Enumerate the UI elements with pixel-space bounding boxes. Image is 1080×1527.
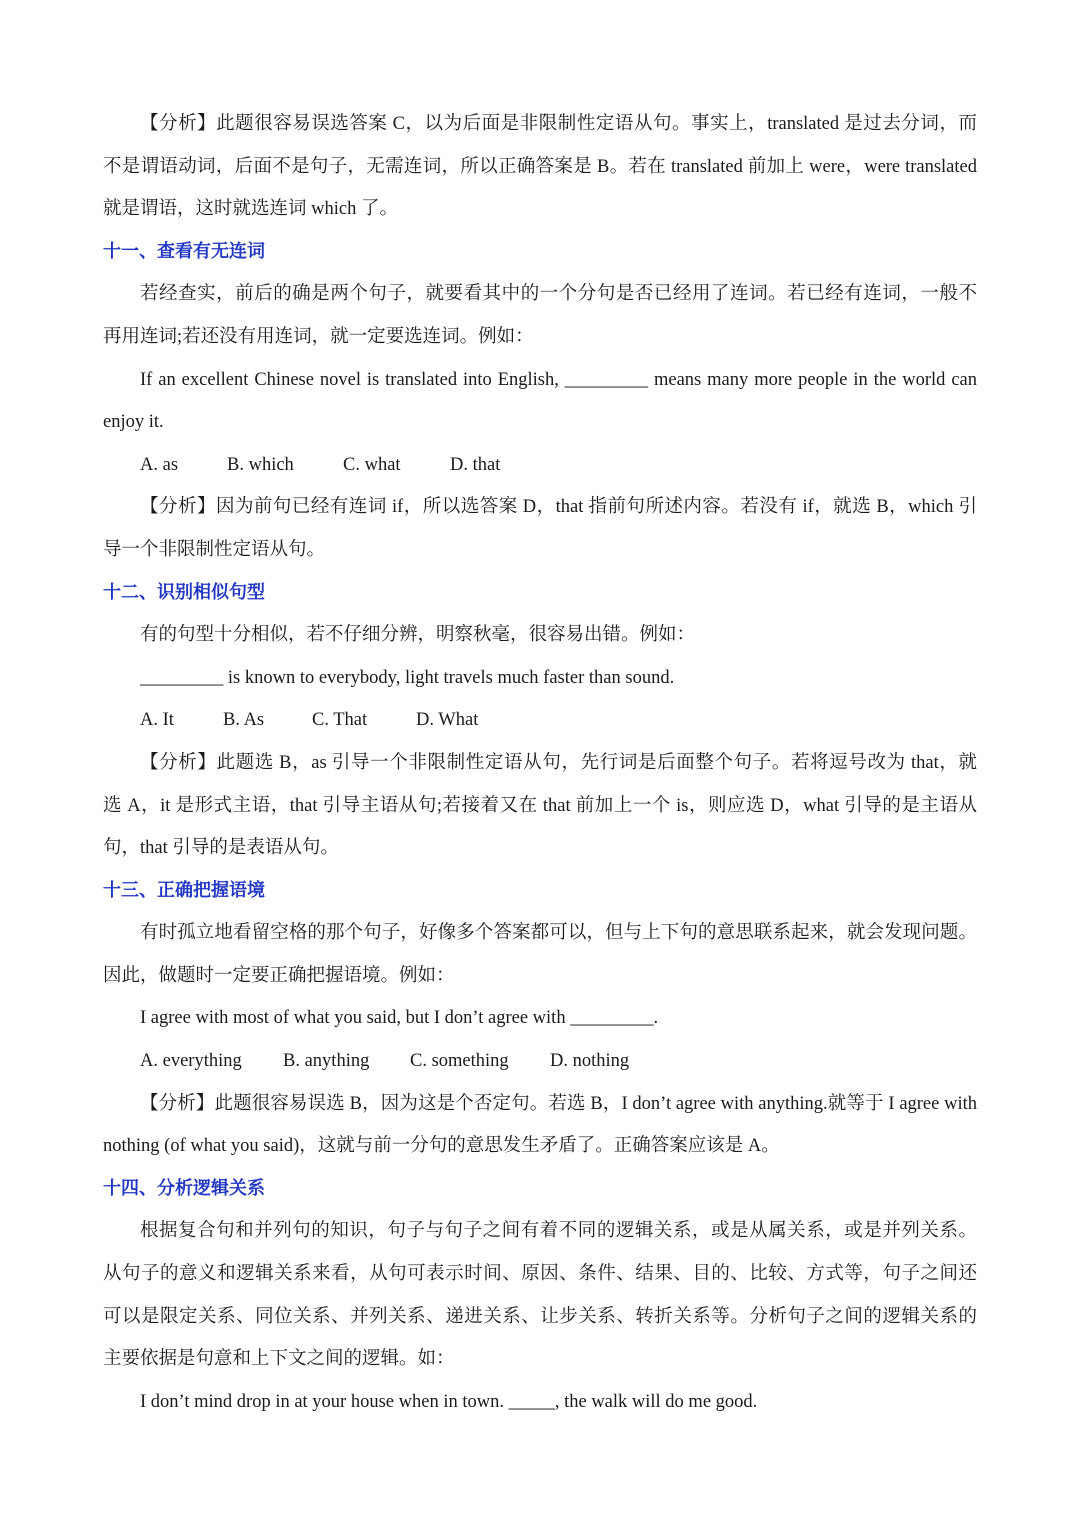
paragraph-line: 不是谓语动词，后面不是句子，无需连词，所以正确答案是 B。若在 translated 前加上 were，were translated [103,156,977,177]
paragraph-line: 再用连词;若还没有用连词，就一定要选连词。例如： [103,326,534,347]
answer-option: D. What [416,710,479,731]
paragraph-line: 【分析】此题选 B，as 引导一个非限制性定语从句，先行词是后面整个句子。若将逗号改为 that，就 [140,752,977,773]
answer-option: C. That [312,710,368,731]
paragraph-line: I agree with most of what you said, but I don’t agree with _________. [140,1008,659,1029]
answer-option: D. that [450,454,501,475]
paragraph-line: 因此，做题时一定要正确把握语境。例如： [103,965,455,986]
answer-option: B. anything [283,1051,370,1072]
paragraph-line: 句，that 引导的是表语从句。 [103,838,339,859]
paragraph-line: 可以是限定关系、同位关系、并列关系、递进关系、让步关系、转折关系等。分析句子之间的逻辑关系的 [103,1306,977,1327]
section-heading: 十三、正确把握语境 [103,879,265,901]
paragraph-line: I don’t mind drop in at your house when in town. _____, the walk will do me good. [140,1391,758,1412]
answer-option: D. nothing [550,1051,630,1072]
answer-option: A. as [140,454,179,475]
paragraph-line: 根据复合句和并列句的知识，句子与句子之间有着不同的逻辑关系，或是从属关系，或是并列关系。 [140,1221,977,1242]
answer-options [103,699,977,742]
answer-option: B. which [227,454,294,475]
answer-options [103,1040,977,1083]
answer-option: C. what [343,454,401,475]
paragraph-line: _________ is known to everybody, light travels much faster than sound. [140,667,675,688]
answer-option: B. As [223,710,265,731]
paragraph-line: 【分析】因为前句已经有连词 if，所以选答案 D，that 指前句所述内容。若没有 if，就选 B，which 引 [140,497,977,518]
paragraph-line: nothing (of what you said)，这就与前一分句的意思发生矛盾了。正确答案应该是 A。 [103,1136,780,1157]
paragraph-line: 就是谓语，这时就选连词 which 了。 [103,199,398,220]
paragraph-line: If an excellent Chinese novel is translated into English, _________ means many more people in the world can [140,369,977,390]
paragraph-line: 从句子的意义和逻辑关系来看，从句可表示时间、原因、条件、结果、目的、比较、方式等，句子之间还 [103,1264,977,1285]
answer-option: A. It [140,710,174,731]
answer-options [103,444,977,487]
paragraph-line: enjoy it. [103,412,164,433]
document-body [103,103,977,1423]
answer-option: C. something [410,1051,509,1072]
paragraph-line: 【分析】此题很容易误选答案 C，以为后面是非限制性定语从句。事实上，translated 是过去分词，而 [140,114,977,134]
paragraph-line: 主要依据是句意和上下文之间的逻辑。如： [103,1349,455,1370]
paragraph-line: 导一个非限制性定语从句。 [103,539,326,560]
paragraph-line: 选 A，it 是形式主语，that 引导主语从句;若接着又在 that 前加上一个 is，则应选 D，what 引导的是主语从 [103,795,977,816]
section-heading: 十四、分析逻辑关系 [103,1177,265,1199]
paragraph-line: 有时孤立地看留空格的那个句子，好像多个答案都可以，但与上下句的意思联系起来，就会发现问题。 [140,923,977,944]
paragraph-line: 若经查实，前后的确是两个句子，就要看其中的一个分句是否已经用了连词。若已经有连词，一般不 [140,284,977,305]
answer-option: A. everything [140,1051,242,1072]
section-heading: 十二、识别相似句型 [103,581,265,603]
paragraph-line: 有的句型十分相似，若不仔细分辨，明察秋毫，很容易出错。例如： [140,625,696,646]
paragraph-line: 【分析】此题很容易误选 B，因为这是个否定句。若选 B，I don’t agree with anything.就等于 I agree with [140,1093,977,1114]
section-heading: 十一、查看有无连词 [103,240,265,262]
